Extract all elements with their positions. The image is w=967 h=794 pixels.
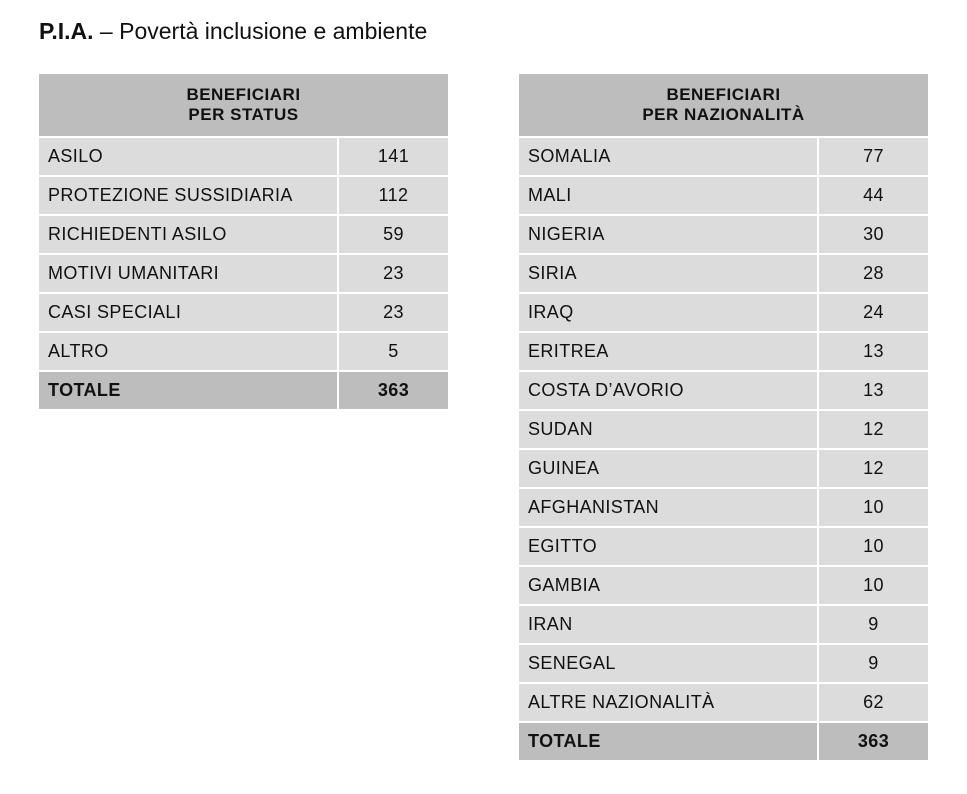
row-value: 9 bbox=[818, 605, 928, 644]
status-table bbox=[39, 74, 448, 409]
row-value: 28 bbox=[818, 254, 928, 293]
row-label: MOTIVI UMANITARI bbox=[39, 254, 338, 293]
row-value: 23 bbox=[338, 254, 448, 293]
row-label: IRAN bbox=[519, 605, 818, 644]
total-label: TOTALE bbox=[39, 371, 338, 409]
total-value: 363 bbox=[338, 371, 448, 409]
row-label: GAMBIA bbox=[519, 566, 818, 605]
table-row bbox=[519, 605, 928, 644]
row-label: ASILO bbox=[39, 137, 338, 176]
table-row bbox=[519, 449, 928, 488]
row-label: ALTRE NAZIONALITÀ bbox=[519, 683, 818, 722]
row-label: MALI bbox=[519, 176, 818, 215]
nationality-table-header bbox=[519, 74, 928, 137]
row-value: 30 bbox=[818, 215, 928, 254]
nationality-header-line2: PER NAZIONALITÀ bbox=[642, 105, 805, 124]
row-label: GUINEA bbox=[519, 449, 818, 488]
table-row bbox=[519, 644, 928, 683]
row-label: PROTEZIONE SUSSIDIARIA bbox=[39, 176, 338, 215]
table-row bbox=[519, 332, 928, 371]
row-label: IRAQ bbox=[519, 293, 818, 332]
row-value: 10 bbox=[818, 488, 928, 527]
nationality-table-header-row bbox=[519, 74, 928, 137]
row-label: CASI SPECIALI bbox=[39, 293, 338, 332]
table-row bbox=[519, 254, 928, 293]
title-text: – Povertà inclusione e ambiente bbox=[93, 18, 428, 44]
nationality-header-line1: BENEFICIARI bbox=[666, 85, 781, 104]
table-row bbox=[39, 176, 448, 215]
row-label: EGITTO bbox=[519, 527, 818, 566]
table-row bbox=[519, 683, 928, 722]
row-value: 9 bbox=[818, 644, 928, 683]
table-row bbox=[519, 293, 928, 332]
row-label: SIRIA bbox=[519, 254, 818, 293]
row-value: 62 bbox=[818, 683, 928, 722]
table-row bbox=[519, 488, 928, 527]
row-value: 13 bbox=[818, 332, 928, 371]
table-row bbox=[39, 293, 448, 332]
table-row bbox=[519, 410, 928, 449]
table-row bbox=[519, 176, 928, 215]
total-row bbox=[519, 722, 928, 760]
table-row bbox=[39, 215, 448, 254]
row-value: 59 bbox=[338, 215, 448, 254]
table-row bbox=[39, 332, 448, 371]
row-value: 112 bbox=[338, 176, 448, 215]
row-label: SENEGAL bbox=[519, 644, 818, 683]
title-acronym: P.I.A. bbox=[39, 18, 94, 44]
total-value: 363 bbox=[818, 722, 928, 760]
row-label: SUDAN bbox=[519, 410, 818, 449]
status-table-header-row bbox=[39, 74, 448, 137]
total-label: TOTALE bbox=[519, 722, 818, 760]
status-table-header bbox=[39, 74, 448, 137]
table-row bbox=[519, 527, 928, 566]
row-value: 12 bbox=[818, 410, 928, 449]
table-row bbox=[519, 215, 928, 254]
row-label: RICHIEDENTI ASILO bbox=[39, 215, 338, 254]
row-label: ALTRO bbox=[39, 332, 338, 371]
nationality-table bbox=[519, 74, 928, 760]
table-row bbox=[519, 566, 928, 605]
row-label: NIGERIA bbox=[519, 215, 818, 254]
table-row bbox=[39, 254, 448, 293]
row-value: 10 bbox=[818, 527, 928, 566]
table-row bbox=[39, 137, 448, 176]
table-row bbox=[519, 137, 928, 176]
row-label: AFGHANISTAN bbox=[519, 488, 818, 527]
row-value: 77 bbox=[818, 137, 928, 176]
row-value: 24 bbox=[818, 293, 928, 332]
row-value: 5 bbox=[338, 332, 448, 371]
row-label: ERITREA bbox=[519, 332, 818, 371]
row-label: SOMALIA bbox=[519, 137, 818, 176]
page-title bbox=[39, 16, 427, 46]
row-value: 12 bbox=[818, 449, 928, 488]
status-header-line2: PER STATUS bbox=[188, 105, 299, 124]
row-value: 13 bbox=[818, 371, 928, 410]
status-header-line1: BENEFICIARI bbox=[186, 85, 301, 104]
row-value: 23 bbox=[338, 293, 448, 332]
row-label: COSTA D’AVORIO bbox=[519, 371, 818, 410]
total-row bbox=[39, 371, 448, 409]
table-row bbox=[519, 371, 928, 410]
row-value: 44 bbox=[818, 176, 928, 215]
row-value: 141 bbox=[338, 137, 448, 176]
row-value: 10 bbox=[818, 566, 928, 605]
